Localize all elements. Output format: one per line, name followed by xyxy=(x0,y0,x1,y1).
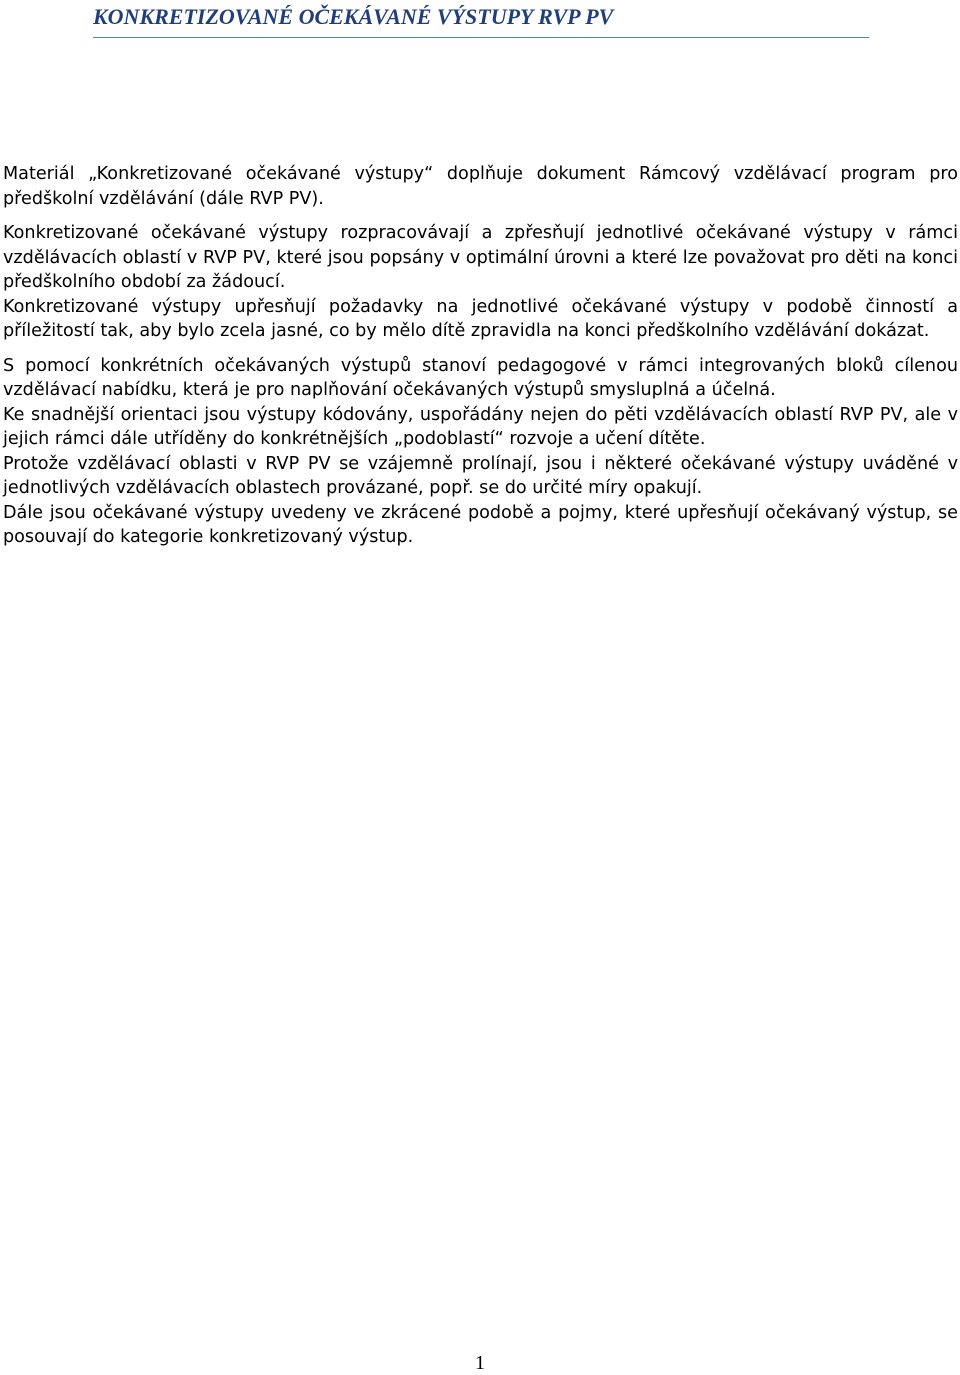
paragraph-elaboration: Konkretizované očekávané výstupy rozpracovávají a zpřesňují jednotlivé očekávané výstupy v rámci vzdělávacích oblastí v RVP PV, které jsou popsány v optimální úrovni a které lze považovat pro děti na konci předškolního období za žádoucí. xyxy=(3,223,958,292)
paragraph-requirements: Konkretizované výstupy upřesňují požadavky na jednotlivé očekávané výstupy v podobě činností a příležitostí tak, aby bylo zcela jasné, co by mělo dítě zpravidla na konci předškolního vzdělávání dokázat. xyxy=(3,296,958,341)
page-number: 1 xyxy=(475,1352,485,1374)
paragraph-pedagogues: S pomocí konkrétních očekávaných výstupů stanoví pedagogové v rámci integrovaných bloků cílenou vzdělávací nabídku, která je pro naplňování očekávaných výstupů smysluplná a účelná. xyxy=(3,355,958,400)
page-title: KONKRETIZOVANÉ OČEKÁVANÉ VÝSTUPY RVP PV xyxy=(93,4,614,29)
document-body xyxy=(3,162,958,550)
paragraph-overlap: Protože vzdělávací oblasti v RVP PV se vzájemně prolínají, jsou i některé očekávané výstupy uváděné v jednotlivých vzdělávacích oblastech provázané, popř. se do určité míry opakují. xyxy=(3,453,958,498)
page-header xyxy=(93,0,869,38)
paragraph-shortened: Dále jsou očekávané výstupy uvedeny ve zkrácené podobě a pojmy, které upřesňují očekávaný výstup, se posouvají do kategorie konkretizovaný výstup. xyxy=(3,502,958,547)
paragraph-intro: Materiál „Konkretizované očekávané výstupy“ doplňuje dokument Rámcový vzdělávací program pro předškolní vzdělávání (dále RVP PV). xyxy=(3,164,958,209)
paragraph-coding: Ke snadnější orientaci jsou výstupy kódovány, uspořádány nejen do pěti vzdělávacích oblastí RVP PV, ale v jejich rámci dále utříděny do konkrétnějších „podoblastí“ rozvoje a učení dítěte. xyxy=(3,404,958,449)
